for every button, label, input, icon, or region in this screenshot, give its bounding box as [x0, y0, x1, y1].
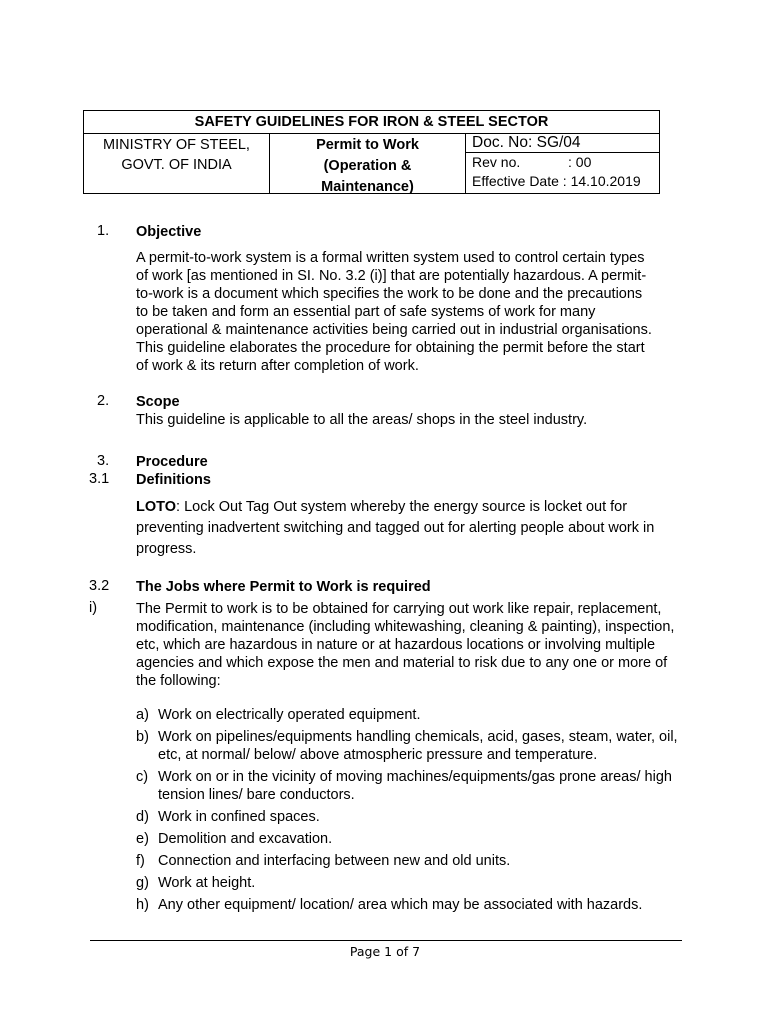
- list-item: [136, 728, 704, 764]
- objective-line: of work [as mentioned in SI. No. 3.2 (i)] that are potentially hazardous. A permit-: [136, 268, 647, 284]
- objective-line: of work & its return after completion of work.: [136, 358, 419, 374]
- section-heading-objective: Objective: [136, 224, 202, 240]
- objective-line: A permit-to-work system is a formal written system used to control certain types: [136, 250, 645, 266]
- jobs-line: etc, which are hazardous in nature or at hazardous locations or involving multiple: [136, 637, 656, 653]
- organization-cell: [84, 133, 270, 193]
- list-item: [136, 808, 704, 826]
- jobs-line: The Permit to work is to be obtained for carrying out work like repair, replacement,: [136, 601, 662, 617]
- list-item-label: d): [136, 809, 149, 825]
- list-item: [136, 830, 704, 848]
- jobs-line: modification, maintenance (including whitewashing, cleaning & painting), inspection,: [136, 619, 675, 635]
- loto-term: LOTO: [136, 499, 177, 515]
- revision-cell: [466, 153, 660, 193]
- subject-line-1: Permit to Work: [316, 137, 419, 153]
- section-heading-scope: Scope: [136, 394, 180, 410]
- footer-divider: [90, 940, 682, 941]
- subject-line-2: (Operation &: [323, 158, 412, 174]
- list-item-text: Work at height.: [158, 875, 256, 891]
- org-line-1: MINISTRY OF STEEL,: [103, 137, 250, 153]
- objective-line: to-work is a document which specifies the work to be done and the precautions: [136, 286, 643, 302]
- effective-date: Effective Date : 14.10.2019: [472, 173, 641, 189]
- list-item-label: h): [136, 897, 149, 913]
- list-item-text: Work in confined spaces.: [158, 809, 320, 825]
- rev-value: : 00: [568, 154, 592, 170]
- list-item: [136, 706, 704, 724]
- rev-label: Rev no.: [472, 154, 521, 170]
- section-number-procedure: 3.: [97, 453, 110, 469]
- subsection-number-jobs: 3.2: [89, 578, 110, 594]
- loto-line: [136, 497, 680, 518]
- list-item-text: Any other equipment/ location/ area which may be associated with hazards.: [158, 897, 643, 913]
- list-item-label: f): [136, 853, 145, 869]
- list-item-label: b): [136, 729, 149, 745]
- loto-line: preventing inadvertent switching and tagged out for alerting people about work in: [136, 520, 655, 536]
- loto-line-1-text: : Lock Out Tag Out system whereby the energy source is locket out for: [176, 499, 628, 515]
- list-item: [136, 896, 704, 914]
- list-item-text: Work on electrically operated equipment.: [158, 707, 421, 723]
- doc-number: Doc. No: SG/04: [466, 133, 660, 153]
- subject-line-3: Maintenance): [321, 179, 414, 195]
- loto-definition: [136, 497, 680, 560]
- jobs-line: the following:: [136, 673, 221, 689]
- list-item-label: g): [136, 875, 149, 891]
- subsection-number-definitions: 3.1: [89, 471, 110, 487]
- section-number-scope: 2.: [97, 393, 110, 409]
- item-label-i: i): [89, 600, 98, 616]
- objective-line: to be taken and form an essential part of safe systems of work for many: [136, 304, 596, 320]
- document-title: SAFETY GUIDELINES FOR IRON & STEEL SECTOR: [84, 111, 659, 134]
- list-item-text: Work on pipelines/equipments handling chemicals, acid, gases, steam, water, oil, etc, at normal/ below/ above atmospheric pressure and temperature.: [158, 729, 678, 763]
- list-item-text: Connection and interfacing between new and old units.: [158, 853, 511, 869]
- revision-line: [472, 153, 660, 172]
- org-line-2: GOVT. OF INDIA: [121, 157, 232, 173]
- header-table: [83, 110, 660, 194]
- objective-line: This guideline elaborates the procedure for obtaining the permit before the start: [136, 340, 645, 356]
- list-item: [136, 874, 704, 892]
- objective-line: operational & maintenance activities being carried out in industrial organisations.: [136, 322, 652, 338]
- list-item-label: a): [136, 707, 149, 723]
- list-item-text: Demolition and excavation.: [158, 831, 333, 847]
- section-heading-procedure: Procedure: [136, 454, 208, 470]
- list-item-text: Work on or in the vicinity of moving machines/equipments/gas prone areas/ high tension lines/ bare conductors.: [158, 769, 672, 803]
- subsection-heading-definitions: Definitions: [136, 472, 211, 488]
- jobs-line: agencies and which expose the men and material to risk due to any one or more of: [136, 655, 668, 671]
- hazard-list: [136, 706, 704, 918]
- subject-cell: [270, 133, 466, 193]
- list-item: [136, 768, 704, 804]
- page-number: Page 1 of 7: [349, 944, 421, 959]
- jobs-paragraph: [136, 600, 680, 690]
- list-item-label: e): [136, 831, 149, 847]
- objective-paragraph: [136, 249, 680, 375]
- scope-text: This guideline is applicable to all the areas/ shops in the steel industry.: [136, 412, 588, 428]
- subsection-heading-jobs: The Jobs where Permit to Work is required: [136, 579, 431, 595]
- loto-line: progress.: [136, 541, 197, 557]
- list-item-label: c): [136, 769, 149, 785]
- list-item: [136, 852, 704, 870]
- section-number-objective: 1.: [97, 223, 110, 239]
